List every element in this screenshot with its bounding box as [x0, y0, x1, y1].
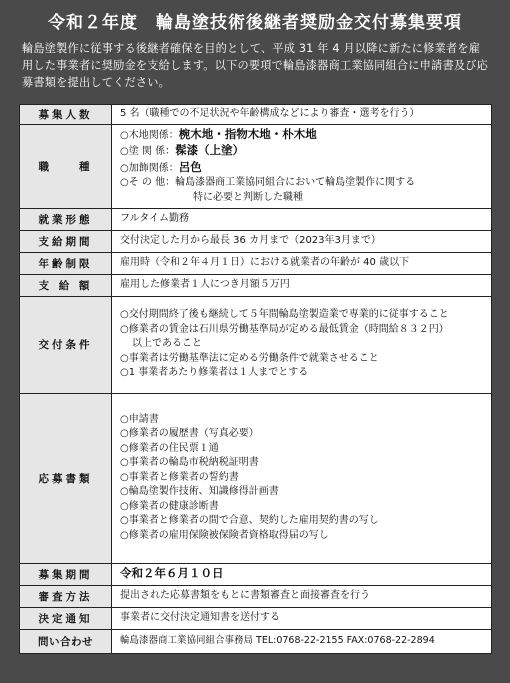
- label-kettei-tsuchi: 決定通知: [20, 607, 112, 629]
- row-kofu-joken: [20, 296, 492, 393]
- shokushu-value-1: 椀木地・指物木地・朴木地: [178, 126, 317, 141]
- label-shokushu: 職 種: [20, 124, 112, 208]
- value-boshu-kikan-cell: [112, 563, 492, 585]
- kofu-joken-item: ○交付期間終了後も継続して５年間輪島塗製造業で専業的に従事すること: [120, 309, 449, 321]
- row-toiawase: [20, 629, 492, 653]
- row-boshu-kikan: [20, 563, 492, 585]
- shokushu-line-5: 特に必要と判断した職種: [193, 191, 303, 203]
- label-shikyu-kikan: 支給期間: [20, 230, 112, 252]
- label-nenrei-seigen: 年齢制限: [20, 252, 112, 274]
- label-kofu-joken: 交付条件: [20, 296, 112, 393]
- value-oubo-shorui: [112, 393, 492, 563]
- kofu-joken-item: ○修業者の賃金は石川県労働基準局が定める最低賃金（時間給８３２円）: [120, 323, 449, 335]
- row-kettei-tsuchi: [20, 607, 492, 629]
- shokushu-line-3: [120, 160, 485, 177]
- shokushu-line-1: [120, 127, 485, 144]
- shokushu-line-2: [120, 143, 485, 160]
- kofu-joken-item: ○事業者は労働基準法に定める労働条件で就業させること: [120, 352, 379, 364]
- page-title: 令和２年度 輪島塗技術後継者奨励金交付募集要項: [48, 13, 462, 33]
- row-shugyo-keitai: [20, 208, 492, 230]
- label-oubo-shorui: 応募書類: [20, 393, 112, 563]
- shokushu-value-3: 呂色: [178, 159, 202, 174]
- value-shugyo-keitai: フルタイム勤務: [112, 208, 492, 230]
- shokushu-value-2: 髹漆（上塗）: [175, 143, 245, 158]
- value-toiawase: 輪島漆器商工業協同組合事務局 TEL:0768-22-2155 FAX:0768-22-2894: [112, 629, 492, 653]
- value-shinsa-hoho: 提出された応募書類をもとに書類審査と面接審査を行う: [112, 585, 492, 607]
- row-shikyu-kikan: [20, 230, 492, 252]
- shokushu-value-4: 輪島漆器商工業協同組合において輪島塗製作に関する: [175, 177, 416, 189]
- intro-text: 輪島塗製作に従事する後継者確保を目的として、平成 31 年 4 月以降に新たに修業者を雇用した事業者に奨励金を支給します。以下の要項で輪島漆器商工業協同組合に申請書及び応募書類を提出してください。: [22, 42, 488, 89]
- shokushu-prefix-1: ○木地関係：: [120, 129, 179, 141]
- shokushu-prefix-2: ○塗 関 係：: [120, 146, 176, 158]
- value-boshu-kikan: 令和２年６月１０日: [120, 565, 224, 580]
- value-shikyu-kikan: 交付決定した月から最長 36 カ月まで（2023年3月まで）: [112, 230, 492, 252]
- oubo-shorui-item: ○修業者の履歴書（写真必要）: [120, 428, 259, 440]
- value-shikyu-gaku: 雇用した修業者１人につき月額５万円: [112, 274, 492, 296]
- label-boshu-ninzu: 募集人数: [20, 105, 112, 125]
- value-shokushu: [112, 124, 492, 208]
- label-shugyo-keitai: 就業形態: [20, 208, 112, 230]
- row-nenrei-seigen: [20, 252, 492, 274]
- label-boshu-kikan: 募集期間: [20, 563, 112, 585]
- value-boshu-ninzu: 5 名（職種での不足状況や年齢構成などにより審査・選考を行う）: [112, 105, 492, 125]
- kofu-joken-item: 以上であること: [132, 338, 202, 350]
- label-shikyu-gaku: 支 給 額: [20, 274, 112, 296]
- kofu-joken-item: ○1 事業者あたり修業者は１人までとする: [120, 367, 309, 379]
- oubo-shorui-item: ○事業者の輪島市税納税証明書: [120, 457, 259, 469]
- oubo-shorui-item: ○修業者の住民票１通: [120, 442, 219, 454]
- row-shokushu: [20, 124, 492, 208]
- shokushu-prefix-3: ○加飾関係：: [120, 162, 179, 174]
- value-nenrei-seigen: 雇用時（令和２年４月１日）における就業者の年齢が 40 歳以下: [112, 252, 492, 274]
- row-shinsa-hoho: [20, 585, 492, 607]
- oubo-shorui-item: ○事業者と修業者の間で合意、契約した雇用契約書の写し: [120, 515, 379, 527]
- requirements-table: [19, 104, 492, 654]
- oubo-shorui-item: ○申請書: [120, 413, 159, 425]
- row-boshu-ninzu: [20, 105, 492, 125]
- shokushu-prefix-4: ○そ の 他：: [120, 177, 176, 189]
- label-toiawase: 問い合わせ: [20, 629, 112, 653]
- oubo-shorui-item: ○修業者の雇用保険被保険者資格取得届の写し: [120, 529, 329, 541]
- oubo-shorui-item: ○事業者と修業者の誓約書: [120, 471, 239, 483]
- value-kofu-joken: [112, 296, 492, 393]
- row-oubo-shorui: [20, 393, 492, 563]
- value-kettei-tsuchi: 事業者に交付決定通知書を送付する: [112, 607, 492, 629]
- oubo-shorui-item: ○輪島塗製作技術、知識修得計画書: [120, 486, 279, 498]
- shokushu-line-4: [120, 176, 485, 191]
- oubo-shorui-item: ○修業者の健康診断書: [120, 500, 219, 512]
- row-shikyu-gaku: [20, 274, 492, 296]
- label-shinsa-hoho: 審査方法: [20, 585, 112, 607]
